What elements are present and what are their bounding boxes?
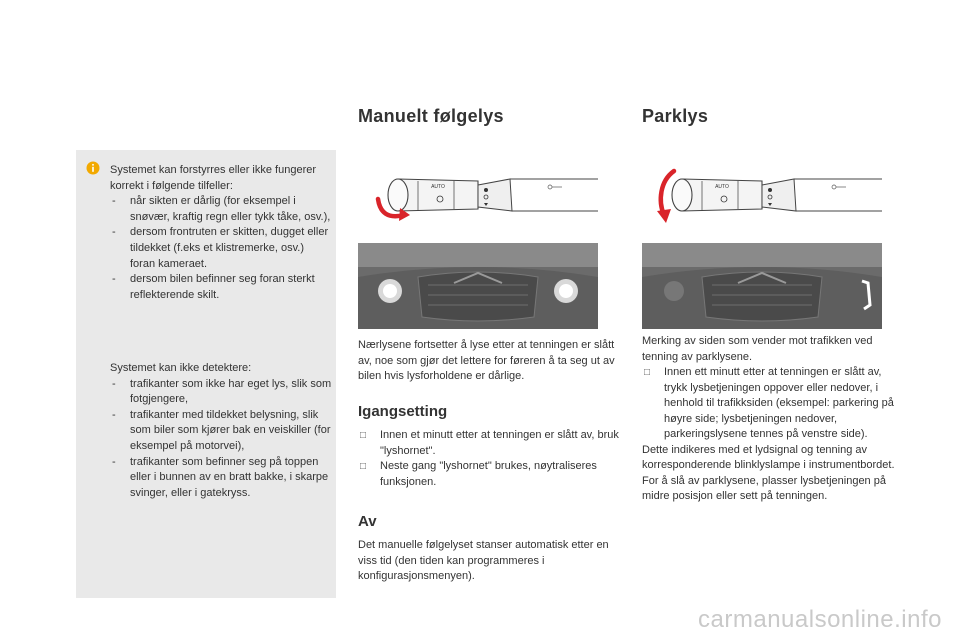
list-item: - trafikanter som befinner seg på toppen eller i bunnen av en bratt bakke, i skarpe svinger, eller i gatekryss. (110, 455, 332, 502)
list-item: □ Neste gang "lyshornet" brukes, nøytraliseres funksjonen. (358, 459, 622, 490)
list-item: - dersom bilen befinner seg foran sterkt reflekterende skilt. (110, 272, 332, 303)
list-item: - trafikanter med tildekket belysning, slik som biler som kjører bak en veiskiller (for eksempel på motorvei), (110, 408, 332, 455)
list-item: □ Innen et minutt etter at tenningen er slått av, bruk "lyshornet". (358, 428, 622, 459)
park-after-2: For å slå av parklysene, plasser lysbetjeningen på midre posisjon eller sett på tenningen. (642, 474, 886, 502)
info-intro: Systemet kan forstyrres eller ikke fungerer korrekt i følgende tilfeller: (110, 164, 317, 192)
park-title: Parklys (642, 106, 709, 126)
manual-description: Nærlysene fortsetter å lyse etter at tenningen er slått av, noe som gjør det lettere for føreren å ta seg ut av bilen hvis lysforholdene er dårlige. (358, 339, 615, 382)
auto-label: AUTO (431, 184, 445, 190)
auto-label: AUTO (715, 184, 729, 190)
off-text: Det manuelle følgelyset stanser automatisk etter en viss tid (den tiden kan programmeres i konfigurasjonsmenyen). (358, 539, 609, 582)
activation-title: Igangsetting (358, 403, 448, 420)
park-intro: Merking av siden som vender mot trafikken ved tenning av parklysene. (642, 335, 873, 363)
list-item: □ Innen ett minutt etter at tenningen er slått av, trykk lysbetjeningen oppover eller nedover, i henhold til trafikksiden (eksempel: parkering på høyre side; lysbetjeningen nedover, parkeringslysene tennes på venstre side). (642, 365, 906, 443)
park-body (642, 334, 906, 505)
activation-list (358, 428, 622, 490)
off-title: Av (358, 513, 377, 530)
list-item: - trafikanter som ikke har eget lys, slik som fotgjengere, (110, 377, 332, 408)
info-paragraph-limits (110, 163, 332, 303)
info-icon (86, 161, 100, 175)
park-illustration (642, 157, 882, 329)
list-item: - når sikten er dårlig (for eksempel i snøvær, kraftig regn eller tykk tåke, osv.), (110, 194, 332, 225)
info-intro: Systemet kan ikke detektere: (110, 362, 252, 374)
list-item: - dersom frontruten er skitten, dugget eller tildekket (f.eks et klistremerke, osv.) foran kameraet. (110, 225, 332, 272)
watermark: carmanualsonline.info (698, 606, 942, 633)
manual-illustration (358, 157, 598, 329)
manual-title: Manuelt følgelys (358, 106, 504, 126)
park-after-1: Dette indikeres med et lydsignal og tenning av korresponderende blinklyslampe i instrumentbordet. (642, 443, 895, 471)
info-paragraph-detect (110, 361, 332, 501)
